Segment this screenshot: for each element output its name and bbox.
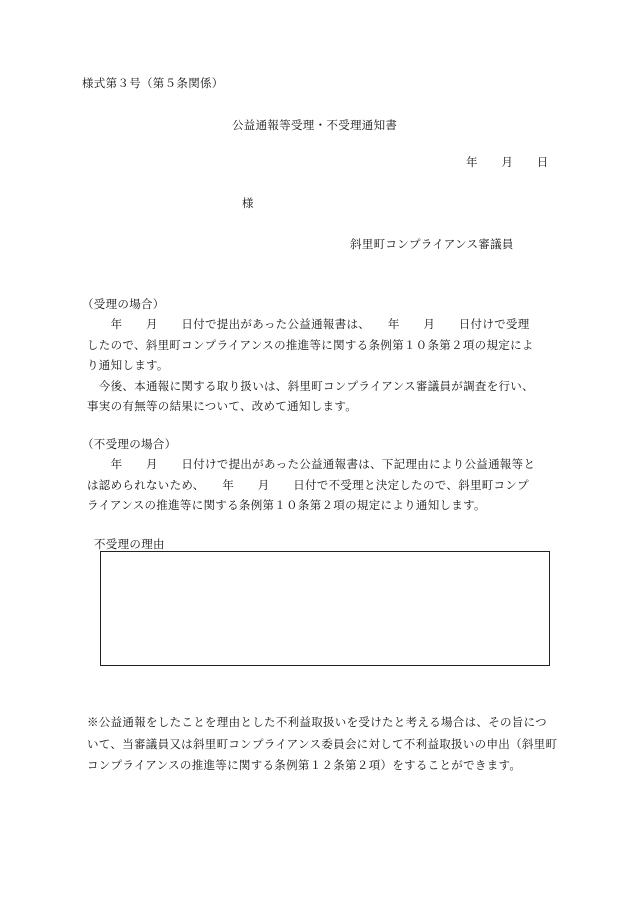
accepted-line: したので、斜里町コンプライアンスの推進等に関する条例第１０条第２項の規定によ (87, 338, 534, 352)
document-title: 公益通報等受理・不受理通知書 (232, 118, 398, 132)
accepted-heading: （受理の場合） (82, 297, 165, 311)
rejected-heading: （不受理の場合） (82, 437, 177, 451)
date-line: 年 月 日 (466, 155, 549, 169)
rejected-line: 年 月 日付けで提出があった公益通報書は、下記理由により公益通報等と (87, 457, 536, 471)
note-line: ※公益通報をしたことを理由とした不利益取扱いを受けたと考える場合は、その旨につ (87, 715, 547, 729)
rejected-line: ライアンスの推進等に関する条例第１０条第２項の規定により通知します。 (87, 498, 486, 512)
note-line: いて、当審議員又は斜里町コンプライアンス委員会に対して不利益取扱いの申出（斜里町 (87, 737, 558, 751)
addressee-suffix: 様 (242, 196, 254, 210)
reason-label: 不受理の理由 (94, 537, 165, 551)
accepted-line: 事実の有無等の結果について、改めて通知します。 (87, 399, 358, 413)
accepted-line: 年 月 日付で提出があった公益通報書は、 年 月 日付けで受理 (87, 317, 530, 331)
note-line: コンプライアンスの推進等に関する条例第１２条第２項）をすることができます。 (87, 758, 522, 772)
reason-box[interactable] (100, 551, 550, 666)
accepted-line: り通知します。 (87, 358, 169, 372)
accepted-line: 今後、本通報に関する取り扱いは、斜里町コンプライアンス審議員が調査を行い、 (87, 379, 534, 393)
sender-name: 斜里町コンプライアンス審議員 (350, 237, 514, 251)
rejected-line: は認められないため、 年 月 日付で不受理と決定したので、斜里町コンプ (87, 478, 529, 492)
form-number: 様式第３号（第５条関係） (82, 76, 224, 90)
